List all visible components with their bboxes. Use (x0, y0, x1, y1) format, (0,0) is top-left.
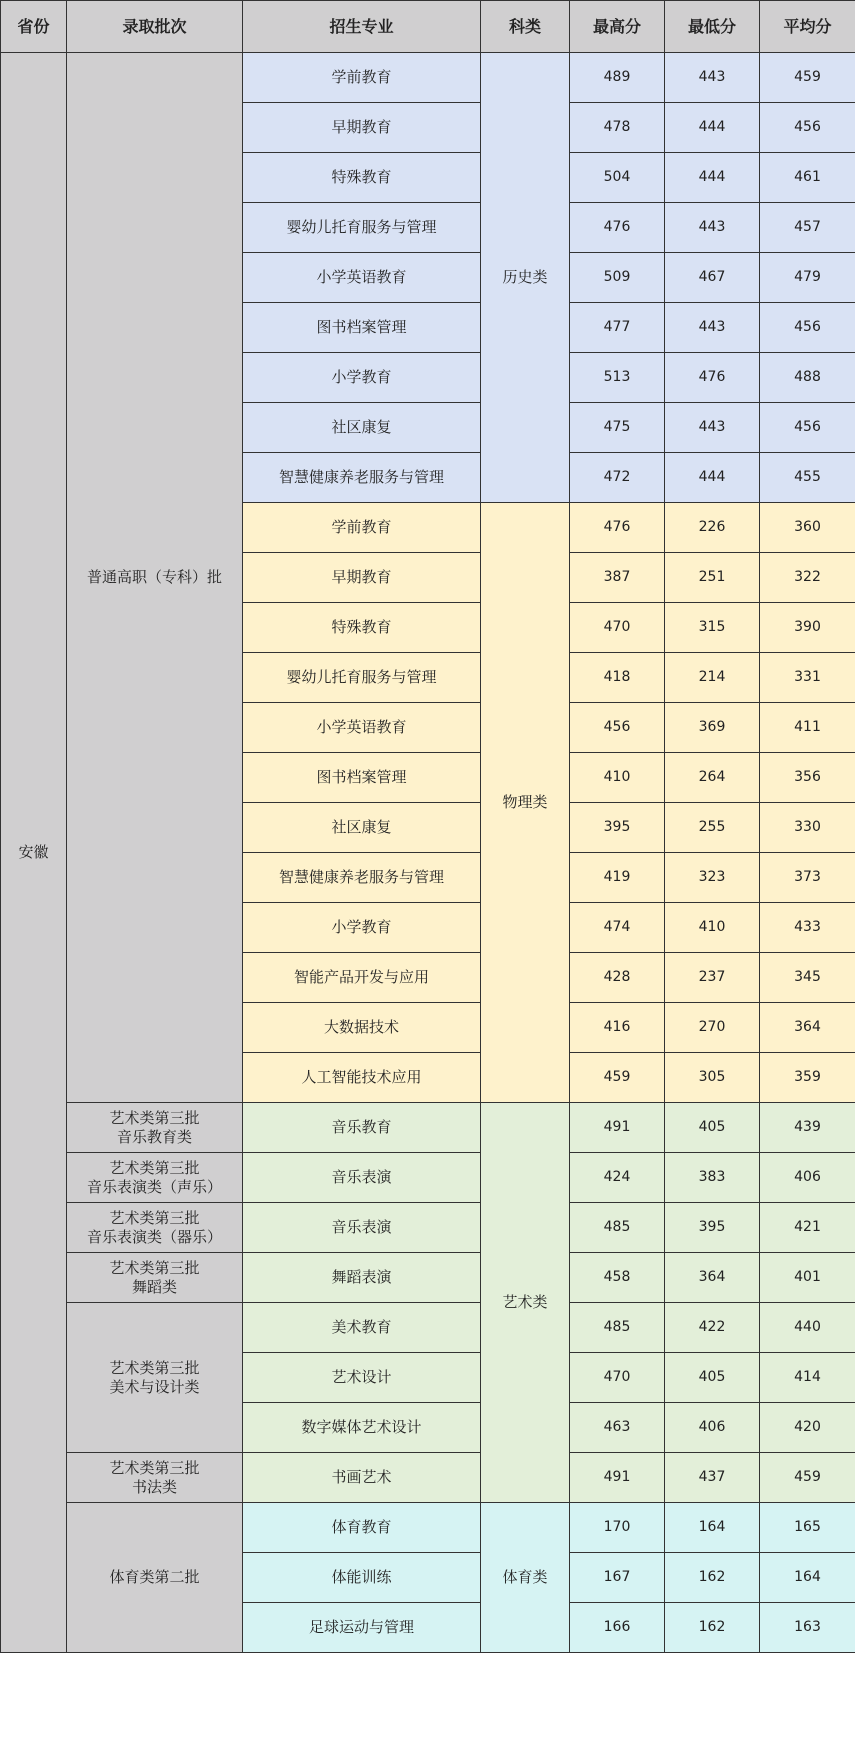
max-score-cell: 485 (570, 1203, 665, 1253)
major-cell: 婴幼儿托育服务与管理 (243, 653, 481, 703)
max-score-cell: 410 (570, 753, 665, 803)
major-cell: 舞蹈表演 (243, 1253, 481, 1303)
batch-label-line: 音乐表演类（声乐） (86, 1177, 222, 1196)
major-cell: 早期教育 (243, 553, 481, 603)
max-score-cell: 167 (570, 1553, 665, 1603)
batch-label-line: 艺术类第三批 (109, 1358, 200, 1377)
min-score-cell: 443 (665, 403, 760, 453)
avg-score-cell: 164 (760, 1553, 855, 1603)
header-province: 省份 (1, 1, 67, 53)
avg-score-cell: 331 (760, 653, 855, 703)
category-cell: 艺术类 (481, 1103, 570, 1503)
table-row (1, 1253, 855, 1303)
max-score-cell: 463 (570, 1403, 665, 1453)
min-score-cell: 264 (665, 753, 760, 803)
max-score-cell: 166 (570, 1603, 665, 1653)
min-score-cell: 237 (665, 953, 760, 1003)
avg-score-cell: 406 (760, 1153, 855, 1203)
min-score-cell: 406 (665, 1403, 760, 1453)
batch-cell (67, 1253, 243, 1303)
batch-label-line: 体育类第二批 (109, 1568, 200, 1586)
avg-score-cell: 456 (760, 303, 855, 353)
avg-score-cell: 330 (760, 803, 855, 853)
max-score-cell: 470 (570, 1353, 665, 1403)
max-score-cell: 428 (570, 953, 665, 1003)
major-cell: 小学英语教育 (243, 253, 481, 303)
major-cell: 社区康复 (243, 403, 481, 453)
avg-score-cell: 414 (760, 1353, 855, 1403)
min-score-cell: 476 (665, 353, 760, 403)
avg-score-cell: 479 (760, 253, 855, 303)
batch-label-line: 书法类 (131, 1477, 177, 1496)
max-score-cell: 476 (570, 503, 665, 553)
avg-score-cell: 360 (760, 503, 855, 553)
min-score-cell: 305 (665, 1053, 760, 1103)
category-cell: 物理类 (481, 503, 570, 1103)
min-score-cell: 422 (665, 1303, 760, 1353)
batch-label-line: 艺术类第三批 (109, 1258, 200, 1277)
max-score-cell: 489 (570, 53, 665, 103)
avg-score-cell: 457 (760, 203, 855, 253)
major-cell: 音乐表演 (243, 1203, 481, 1253)
header-min-score: 最低分 (665, 1, 760, 53)
max-score-cell: 478 (570, 103, 665, 153)
max-score-cell: 475 (570, 403, 665, 453)
min-score-cell: 270 (665, 1003, 760, 1053)
header-category: 科类 (481, 1, 570, 53)
major-cell: 智慧健康养老服务与管理 (243, 453, 481, 503)
min-score-cell: 467 (665, 253, 760, 303)
major-cell: 艺术设计 (243, 1353, 481, 1403)
min-score-cell: 315 (665, 603, 760, 653)
avg-score-cell: 420 (760, 1403, 855, 1453)
batch-cell (67, 1503, 243, 1653)
major-cell: 早期教育 (243, 103, 481, 153)
min-score-cell: 369 (665, 703, 760, 753)
min-score-cell: 444 (665, 453, 760, 503)
min-score-cell: 214 (665, 653, 760, 703)
min-score-cell: 443 (665, 303, 760, 353)
table-row (1, 53, 855, 103)
major-cell: 小学教育 (243, 353, 481, 403)
table-body (1, 53, 855, 1653)
batch-label-line: 音乐教育类 (116, 1127, 192, 1146)
batch-label-line: 舞蹈类 (131, 1277, 177, 1296)
min-score-cell: 255 (665, 803, 760, 853)
avg-score-cell: 421 (760, 1203, 855, 1253)
max-score-cell: 387 (570, 553, 665, 603)
avg-score-cell: 401 (760, 1253, 855, 1303)
min-score-cell: 443 (665, 203, 760, 253)
min-score-cell: 162 (665, 1603, 760, 1653)
header-major: 招生专业 (243, 1, 481, 53)
province-cell: 安徽 (1, 53, 67, 1653)
max-score-cell: 170 (570, 1503, 665, 1553)
min-score-cell: 323 (665, 853, 760, 903)
major-cell: 图书档案管理 (243, 303, 481, 353)
max-score-cell: 491 (570, 1453, 665, 1503)
min-score-cell: 405 (665, 1103, 760, 1153)
batch-label-line: 音乐表演类（器乐） (86, 1227, 222, 1246)
major-cell: 智慧健康养老服务与管理 (243, 853, 481, 903)
avg-score-cell: 163 (760, 1603, 855, 1653)
avg-score-cell: 461 (760, 153, 855, 203)
table-row (1, 1153, 855, 1203)
category-cell: 体育类 (481, 1503, 570, 1653)
avg-score-cell: 165 (760, 1503, 855, 1553)
min-score-cell: 251 (665, 553, 760, 603)
avg-score-cell: 359 (760, 1053, 855, 1103)
batch-label-line: 普通高职（专科）批 (86, 568, 222, 586)
min-score-cell: 444 (665, 153, 760, 203)
major-cell: 小学教育 (243, 903, 481, 953)
min-score-cell: 395 (665, 1203, 760, 1253)
batch-cell (67, 1153, 243, 1203)
major-cell: 大数据技术 (243, 1003, 481, 1053)
min-score-cell: 443 (665, 53, 760, 103)
batch-cell (67, 53, 243, 1103)
max-score-cell: 418 (570, 653, 665, 703)
major-cell: 美术教育 (243, 1303, 481, 1353)
avg-score-cell: 455 (760, 453, 855, 503)
max-score-cell: 424 (570, 1153, 665, 1203)
avg-score-cell: 356 (760, 753, 855, 803)
major-cell: 特殊教育 (243, 153, 481, 203)
major-cell: 智能产品开发与应用 (243, 953, 481, 1003)
major-cell: 书画艺术 (243, 1453, 481, 1503)
max-score-cell: 513 (570, 353, 665, 403)
batch-label-line: 美术与设计类 (109, 1377, 200, 1396)
batch-label-line: 艺术类第三批 (109, 1458, 200, 1477)
min-score-cell: 383 (665, 1153, 760, 1203)
major-cell: 足球运动与管理 (243, 1603, 481, 1653)
category-cell: 历史类 (481, 53, 570, 503)
max-score-cell: 458 (570, 1253, 665, 1303)
major-cell: 学前教育 (243, 53, 481, 103)
major-cell: 小学英语教育 (243, 703, 481, 753)
max-score-cell: 504 (570, 153, 665, 203)
max-score-cell: 485 (570, 1303, 665, 1353)
min-score-cell: 405 (665, 1353, 760, 1403)
min-score-cell: 226 (665, 503, 760, 553)
max-score-cell: 416 (570, 1003, 665, 1053)
avg-score-cell: 390 (760, 603, 855, 653)
header-row (1, 1, 855, 53)
max-score-cell: 470 (570, 603, 665, 653)
min-score-cell: 410 (665, 903, 760, 953)
table-row (1, 1303, 855, 1353)
header-avg-score: 平均分 (760, 1, 855, 53)
batch-cell (67, 1203, 243, 1253)
major-cell: 社区康复 (243, 803, 481, 853)
avg-score-cell: 456 (760, 103, 855, 153)
max-score-cell: 419 (570, 853, 665, 903)
major-cell: 人工智能技术应用 (243, 1053, 481, 1103)
avg-score-cell: 364 (760, 1003, 855, 1053)
avg-score-cell: 373 (760, 853, 855, 903)
avg-score-cell: 411 (760, 703, 855, 753)
avg-score-cell: 459 (760, 53, 855, 103)
table-row (1, 1103, 855, 1153)
min-score-cell: 164 (665, 1503, 760, 1553)
major-cell: 数字媒体艺术设计 (243, 1403, 481, 1453)
major-cell: 学前教育 (243, 503, 481, 553)
avg-score-cell: 345 (760, 953, 855, 1003)
avg-score-cell: 488 (760, 353, 855, 403)
table-row (1, 1503, 855, 1553)
table-row (1, 1453, 855, 1503)
min-score-cell: 437 (665, 1453, 760, 1503)
max-score-cell: 395 (570, 803, 665, 853)
major-cell: 婴幼儿托育服务与管理 (243, 203, 481, 253)
max-score-cell: 456 (570, 703, 665, 753)
major-cell: 体能训练 (243, 1553, 481, 1603)
min-score-cell: 364 (665, 1253, 760, 1303)
min-score-cell: 162 (665, 1553, 760, 1603)
batch-label-line: 艺术类第三批 (109, 1158, 200, 1177)
avg-score-cell: 440 (760, 1303, 855, 1353)
max-score-cell: 474 (570, 903, 665, 953)
table-row (1, 1203, 855, 1253)
major-cell: 音乐教育 (243, 1103, 481, 1153)
avg-score-cell: 459 (760, 1453, 855, 1503)
max-score-cell: 472 (570, 453, 665, 503)
avg-score-cell: 439 (760, 1103, 855, 1153)
max-score-cell: 459 (570, 1053, 665, 1103)
major-cell: 特殊教育 (243, 603, 481, 653)
batch-label-line: 艺术类第三批 (109, 1108, 200, 1127)
avg-score-cell: 433 (760, 903, 855, 953)
major-cell: 图书档案管理 (243, 753, 481, 803)
major-cell: 音乐表演 (243, 1153, 481, 1203)
min-score-cell: 444 (665, 103, 760, 153)
batch-cell (67, 1303, 243, 1453)
batch-cell (67, 1103, 243, 1153)
avg-score-cell: 322 (760, 553, 855, 603)
header-batch: 录取批次 (67, 1, 243, 53)
major-cell: 体育教育 (243, 1503, 481, 1553)
max-score-cell: 476 (570, 203, 665, 253)
batch-label-line: 艺术类第三批 (109, 1208, 200, 1227)
header-max-score: 最高分 (570, 1, 665, 53)
avg-score-cell: 456 (760, 403, 855, 453)
max-score-cell: 477 (570, 303, 665, 353)
max-score-cell: 509 (570, 253, 665, 303)
max-score-cell: 491 (570, 1103, 665, 1153)
batch-cell (67, 1453, 243, 1503)
